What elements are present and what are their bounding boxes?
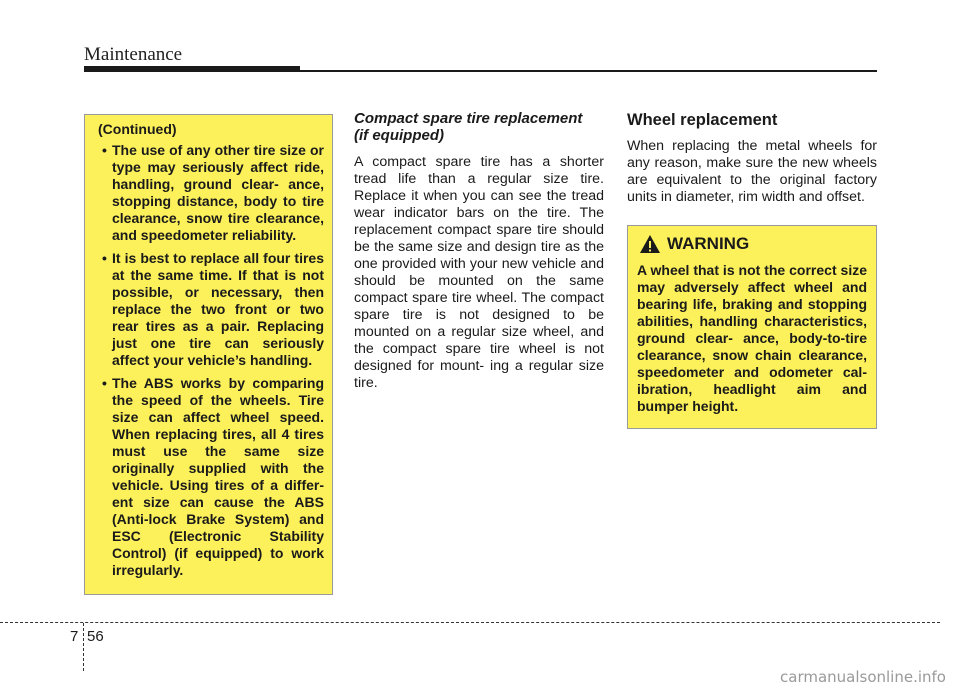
caution-bullet: • The ABS works by comparing the speed of the wheels. Tire size can affect wheel speed. When replacing tires, all 4 tires must use the same size originally supplied with the vehicle. Using tires of a differ- ent size can cause the ABS (Anti-lock Brake System) and ESC (Electronic Stability Control) (if equipped) to work irregularly.	[98, 375, 324, 579]
footer-dashed-rule	[0, 622, 940, 623]
caution-bullet: • The use of any other tire size or type may seriously affect ride, handling, ground clear- ance, stopping distance, body to tire clearance, snow tire clearance, and speedometer reliability.	[98, 142, 324, 244]
continued-caution-box	[84, 114, 333, 595]
compact-spare-section	[354, 110, 604, 392]
header-bar-thick	[84, 66, 300, 72]
chapter-number: 7	[70, 628, 79, 645]
section-title: Maintenance	[84, 44, 183, 65]
caution-bullet: • It is best to replace all four tires at the same time. If that is not possible, or necessary, then replace the two front or two rear tires as a pair. Replacing just one tire can seriously affect your vehicle’s handling.	[98, 250, 324, 369]
caution-bullet-list	[93, 142, 324, 579]
header-rule	[300, 70, 877, 72]
warning-triangle-icon	[639, 234, 661, 254]
wheel-replacement-body: When replacing the metal wheels for any reason, make sure the new wheels are equivalent to the original factory units in diameter, rim width and offset.	[627, 138, 877, 205]
compact-spare-heading-line1: Compact spare tire replacement	[354, 110, 583, 127]
continued-label: (Continued)	[98, 121, 177, 137]
compact-spare-heading	[354, 110, 604, 144]
wheel-replacement-heading: Wheel replacement	[627, 111, 778, 129]
page-number: 56	[87, 628, 104, 645]
compact-spare-heading-line2: (if equipped)	[354, 127, 444, 144]
watermark: carmanualsonline.info	[780, 668, 946, 686]
footer-dashed-divider	[83, 623, 84, 671]
compact-spare-body: A compact spare tire has a shorter tread life than a regular size tire. Replace it when you can see the tread wear indicator bars on the tire. The replacement compact spare tire should be the same size and design tire as the one provided with your new vehicle and should be mounted on the same compact spare tire wheel. The compact spare tire is not designed to be mounted on a regular size wheel, and the compact spare tire wheel is not designed for mount- ing a regular size tire.	[354, 154, 604, 391]
warning-text: A wheel that is not the correct size may adversely affect wheel and bearing life, braking and stopping abilities, handling characteristics, ground clear- ance, body-to-tire clearance, snow chain clearance, speedometer and odometer cal- ibration, headlight aim and bumper height.	[637, 262, 867, 414]
wheel-replacement-section	[627, 110, 877, 206]
warning-label: WARNING	[667, 234, 750, 253]
warning-box	[627, 225, 877, 429]
warning-header	[639, 234, 867, 254]
